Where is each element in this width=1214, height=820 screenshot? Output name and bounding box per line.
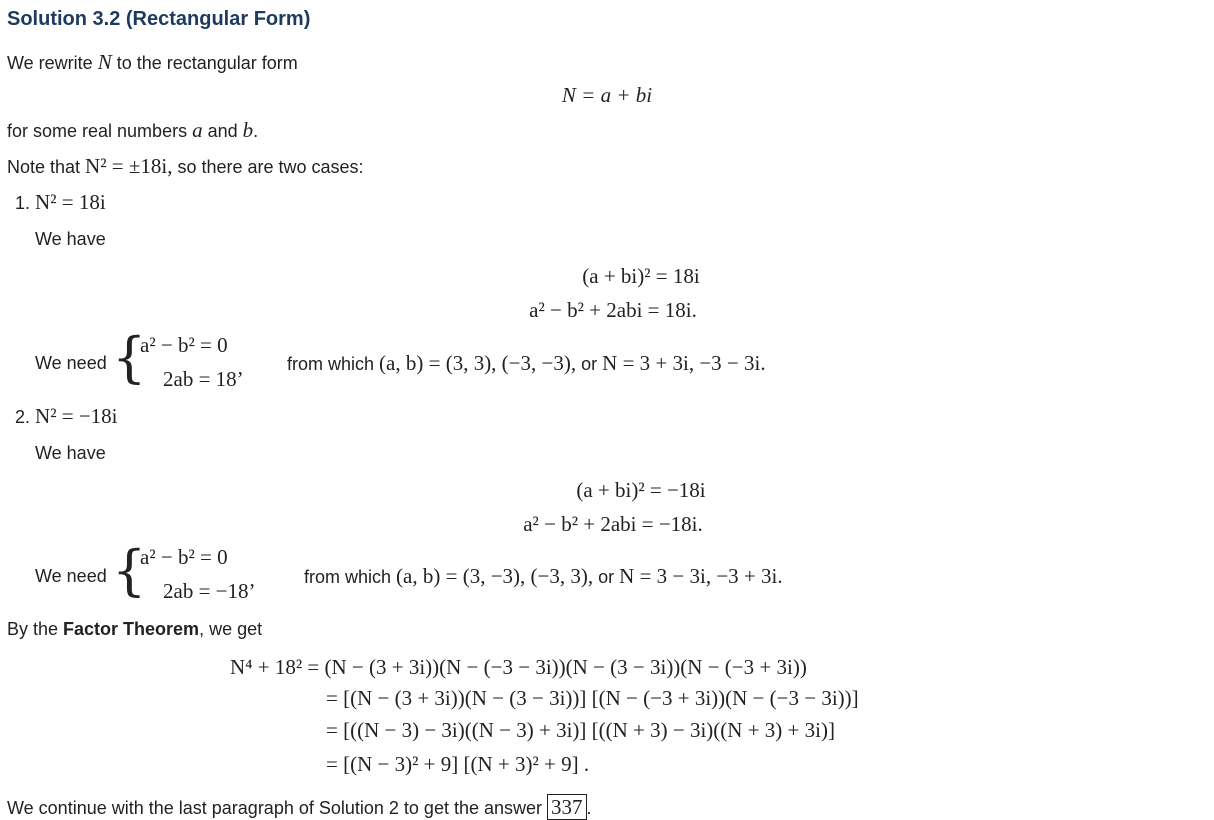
case1-system-eq1: a² − b² = 0 (140, 333, 228, 357)
case2-we-need: We need (35, 566, 107, 586)
final-pre: We continue with the last paragraph of Solution 2 to get the answer (7, 798, 547, 818)
case1-result-n: N = 3 + 3i, −3 − 3i. (602, 351, 766, 375)
final-line (7, 795, 592, 819)
case2-heading (15, 404, 118, 428)
case2-brace-icon: { (112, 539, 147, 602)
for-pre: for some real numbers (7, 121, 193, 141)
case2-eq1: (a + bi)² = −18i (576, 478, 706, 502)
case1-heading (15, 190, 106, 214)
case1-title: N² = 18i (35, 190, 106, 214)
case1-result (287, 351, 766, 375)
case2-system-eq2: 2ab = −18’ (163, 579, 256, 603)
factor-theorem-line (7, 618, 262, 640)
intro-pre: We rewrite (7, 53, 98, 73)
factor-rhs-1: (N − (3 + 3i))(N − (−3 − 3i))(N − (3 − 3i))(N − (−3 + 3i)) (324, 655, 807, 679)
case1-result-ab: (a, b) = (3, 3), (−3, −3), (379, 351, 577, 375)
factor-lhs: N⁴ + 18² (230, 655, 303, 679)
for-a: a (192, 118, 203, 142)
case2-number: 2. (15, 407, 31, 427)
case2-eq2: a² − b² + 2abi = −18i. (523, 512, 703, 536)
note-pre: Note that (7, 157, 86, 177)
factor-row-3: = [((N − 3) − 3i)((N − 3) + 3i)] [((N + 3) − 3i)((N + 3) + 3i)] (326, 718, 835, 742)
case2-result-n: N = 3 − 3i, −3 + 3i. (619, 564, 783, 588)
case2-from-which: from which (304, 567, 392, 587)
case2-result (304, 564, 783, 588)
case2-or: or (598, 567, 615, 587)
for-b: b (242, 118, 254, 142)
case2-we-have: We have (35, 443, 106, 463)
factor-row-4: = [(N − 3)² + 9] [(N + 3)² + 9] . (326, 752, 590, 776)
intro-post: to the rectangular form (111, 53, 298, 73)
note-math: N² = ±18i, (85, 154, 173, 178)
note-line (7, 154, 364, 178)
factor-post: , we get (199, 619, 263, 639)
factor-row-2: = [(N − (3 + 3i))(N − (3 − 3i))] [(N − (−3 + 3i))(N − (−3 − 3i))] (326, 686, 859, 710)
for-end: . (253, 121, 259, 141)
case1-we-need: We need (35, 353, 107, 373)
case1-or: or (581, 354, 598, 374)
note-post: so there are two cases: (172, 157, 364, 177)
case2-system-eq1: a² − b² = 0 (140, 545, 228, 569)
intro-line (7, 50, 298, 74)
final-post: . (586, 798, 592, 818)
case1-system-eq2: 2ab = 18’ (163, 367, 244, 391)
case1-eq2: a² − b² + 2abi = 18i. (529, 298, 697, 322)
case1-from-which: from which (287, 354, 375, 374)
case1-we-have: We have (35, 229, 106, 249)
real-numbers-line (7, 118, 258, 142)
case1-eq1: (a + bi)² = 18i (582, 264, 700, 288)
factor-pre: By the (7, 619, 64, 639)
rect-form-equation: N = a + bi (561, 83, 653, 107)
case1-number: 1. (15, 193, 31, 213)
answer-box: 337 (547, 794, 587, 820)
for-and: and (202, 121, 243, 141)
case1-brace-icon: { (112, 326, 147, 389)
case2-result-ab: (a, b) = (3, −3), (−3, 3), (396, 564, 594, 588)
factor-theorem-term: Factor Theorem (63, 619, 200, 639)
factor-row-1 (230, 655, 807, 679)
factor-equals: = (307, 655, 320, 679)
case2-title: N² = −18i (35, 404, 118, 428)
intro-var: N (97, 50, 112, 74)
solution-heading: Solution 3.2 (Rectangular Form) (7, 8, 311, 30)
